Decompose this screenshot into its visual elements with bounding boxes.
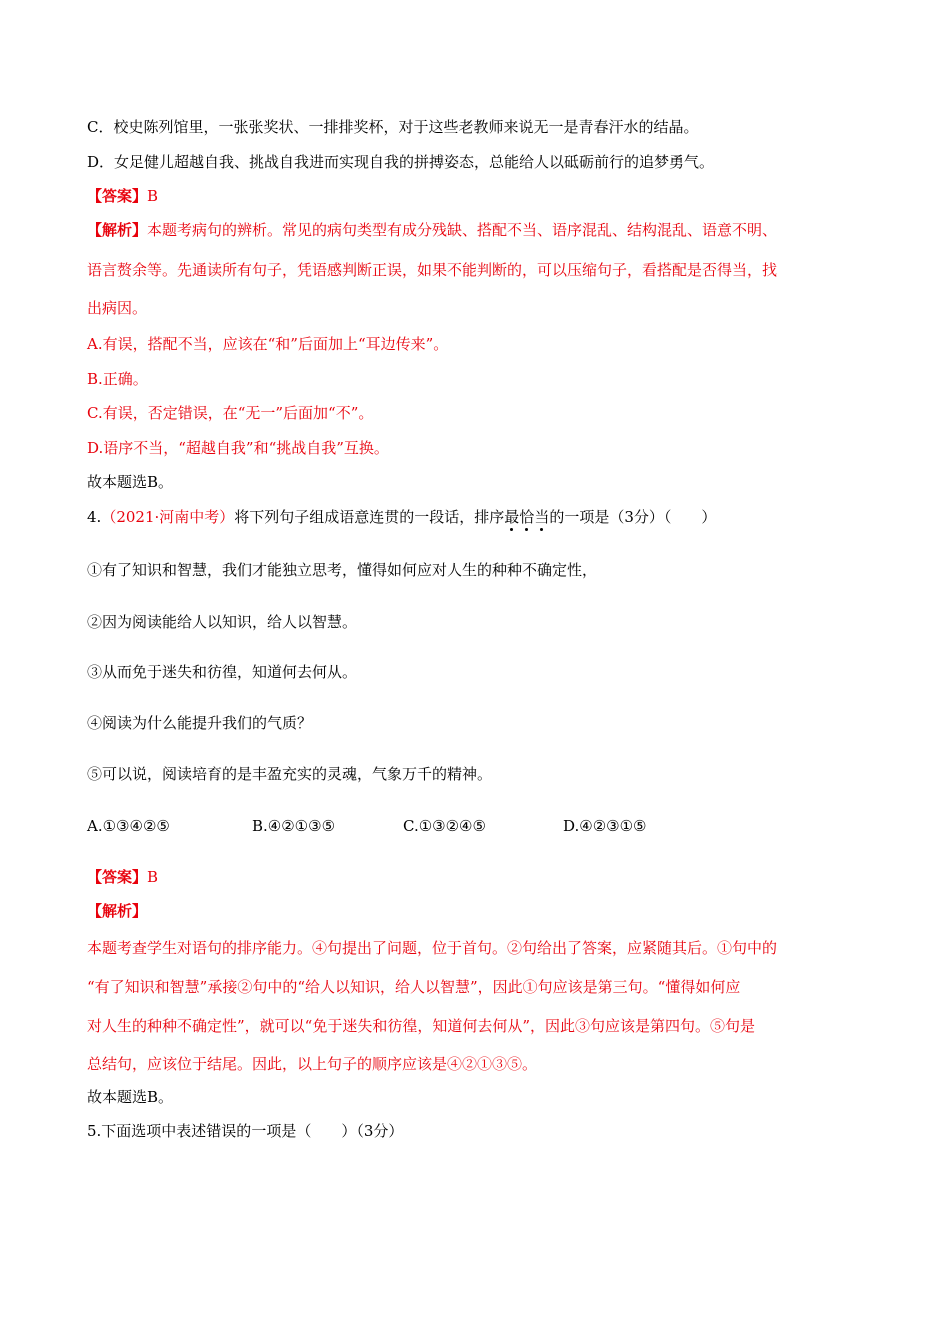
question-3-analysis-line-1	[87, 220, 877, 240]
question-3-item-b: B.正确。	[87, 370, 148, 388]
answer-value: B	[147, 187, 159, 205]
question-5-stem: 5.下面选项中表述错误的一项是（ ）（3分）	[87, 1122, 404, 1140]
answer-label: 【答案】	[87, 868, 148, 886]
question-3-answer	[87, 186, 877, 206]
analysis-text: 本题考病句的辨析。常见的病句类型有成分残缺、搭配不当、语序混乱、结构混乱、语意不明、	[147, 221, 778, 239]
question-source: （2021·河南中考）	[101, 508, 235, 526]
question-3-item-d: D.语序不当，“超越自我”和“挑战自我”互换。	[87, 439, 389, 457]
emphasis-char: 恰	[519, 508, 535, 526]
question-4-analysis-line-1: 本题考查学生对语句的排序能力。④句提出了问题，位于首句。②句给出了答案，应紧随其后。①句中的	[87, 939, 778, 957]
sentence-2: ②因为阅读能给人以知识，给人以智慧。	[87, 613, 358, 631]
question-4-stem	[87, 507, 877, 527]
option-c: C.①③②④⑤	[403, 817, 486, 835]
option-d: D.④②③①⑤	[563, 817, 647, 835]
sentence-4: ④阅读为什么能提升我们的气质？	[87, 714, 313, 732]
question-4-options	[87, 816, 877, 836]
question-number: 4.	[87, 508, 102, 526]
question-3-analysis-line-2: 语言赘余等。先通读所有句子，凭语感判断正误，如果不能判断的，可以压缩句子，看搭配是否得当，找	[87, 261, 778, 279]
question-3-item-c: C.有误，否定错误，在“无一”后面加“不”。	[87, 404, 374, 422]
question-3-conclusion: 故本题选B。	[87, 473, 174, 491]
question-3-option-c: C．校史陈列馆里，一张张奖状、一排排奖杯，对于这些老教师来说无一是青春汗水的结晶。	[87, 118, 699, 136]
question-3-item-a: A.有误，搭配不当，应该在“和”后面加上“耳边传来”。	[87, 335, 449, 353]
question-4-conclusion: 故本题选B。	[87, 1088, 174, 1106]
option-a: A.①③④②⑤	[87, 817, 170, 835]
question-4-analysis-line-4: 总结句，应该位于结尾。因此，以上句子的顺序应该是④②①③⑤。	[87, 1055, 538, 1073]
sentence-1: ①有了知识和智慧，我们才能独立思考，懂得如何应对人生的种种不确定性，	[87, 561, 598, 579]
analysis-label: 【解析】	[87, 221, 148, 239]
emphasis-char: 最	[504, 508, 520, 526]
answer-label: 【答案】	[87, 187, 148, 205]
stem-text-before: 将下列句子组成语意连贯的一段话，排序	[234, 508, 505, 526]
question-4-analysis-label: 【解析】	[87, 902, 148, 920]
stem-text-after: 的一项是（3分）（ ）	[549, 508, 717, 526]
question-3-analysis-line-3: 出病因。	[87, 299, 148, 317]
question-4-answer	[87, 867, 877, 887]
question-4-analysis-line-3: 对人生的种种不确定性”，就可以“免于迷失和彷徨，知道何去何从”，因此③句应该是第四句。⑤句是	[87, 1017, 756, 1035]
question-3-option-d: D．女足健儿超越自我、挑战自我进而实现自我的拼搏姿态，总能给人以砥砺前行的追梦勇气。	[87, 153, 715, 171]
option-b: B.④②①③⑤	[252, 817, 336, 835]
answer-value: B	[147, 868, 159, 886]
sentence-3: ③从而免于迷失和彷徨，知道何去何从。	[87, 663, 358, 681]
emphasis-char: 当	[534, 508, 550, 526]
sentence-5: ⑤可以说，阅读培育的是丰盈充实的灵魂，气象万千的精神。	[87, 765, 493, 783]
question-4-analysis-line-2: “有了知识和智慧”承接②句中的“给人以知识，给人以智慧”，因此①句应该是第三句。“懂得如何应	[87, 978, 741, 996]
